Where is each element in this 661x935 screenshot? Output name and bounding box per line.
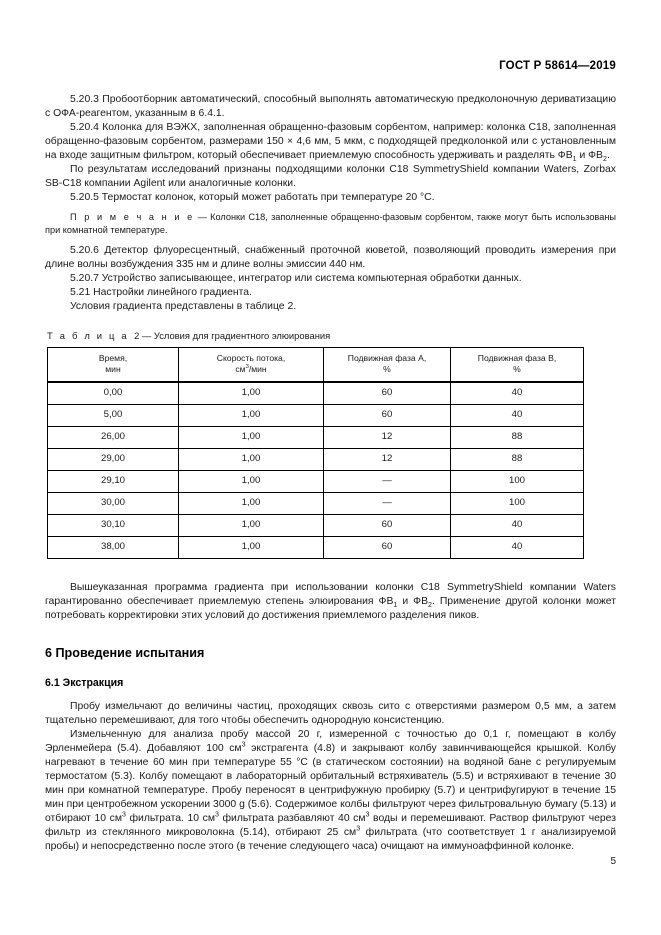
column-header-phase-a-line1: Подвижная фаза А, [347,352,427,363]
column-header-phase-b-line1: Подвижная фаза В, [477,352,557,363]
cell-phase-a: — [324,492,451,514]
column-header-mobile-phase-a [324,347,451,382]
section-heading-6-1: 6.1 Экстракция [45,676,124,689]
cell-phase-a: 60 [324,382,451,405]
spacer [45,314,616,329]
cell-flow: 1,00 [179,514,324,536]
paragraph-5-20-3: 5.20.3 Пробоотборник автоматический, способный выполнять автоматическую предколоночную дериватизацию с ОФА-реагентом, указанным в 6.4.1. [45,94,616,119]
column-header-phase-b-line2: % [513,364,521,375]
paragraph-5-20-7: 5.20.7 Устройство записывающее, интегратор или система компьютерная обработки данных. [70,272,522,284]
cell-phase-b: 40 [451,404,584,426]
column-header-time-line2: мин [105,364,121,375]
table-row [48,470,584,492]
cell-flow: 1,00 [179,448,324,470]
section-heading-6: 6 Проведение испытания [45,645,205,660]
column-header-flow-rate [179,347,324,382]
cell-phase-a: 60 [324,536,451,558]
paragraph-5-20-5: 5.20.5 Термостат колонок, который может работать при температуре 20 °С. [70,192,435,203]
table-row [48,404,584,426]
subscript-fv1: 1 [393,601,398,609]
cell-phase-a: 60 [324,514,451,536]
table-header-row [48,347,584,382]
cell-phase-a: 12 [324,448,451,470]
table-row [48,514,584,536]
table-caption-text: — Условия для градиентного элюирования [141,329,331,341]
paragraph-extraction-procedure [45,728,616,854]
superscript-cube: 3 [122,811,126,819]
superscript-cube: 3 [241,741,246,749]
paragraph-recommended-columns: По результатам исследований признаны подходящими колонки C18 SymmetryShield компании Waters, Zorbax SB-C18 компании Agilent или аналогичные колонки. [45,164,616,189]
extraction-part-c: фильтрата. 10 см [125,812,215,824]
note-columns-c18 [45,211,616,238]
extraction-part-a: Измельченную для анализа пробу массой 20 г, измеренной с точностью до 0,1 г, помещают в колбу Эрленмейера (5.4). Добавляют 100 см [45,728,616,754]
page-header [45,60,616,72]
cell-phase-a: — [324,470,451,492]
paragraph-after-table-part3: . Применение другой колонки может потребовать корректировки этих условий до достижения приемлемого разделения пиков. [45,595,616,621]
superscript-cube: 3 [214,811,219,819]
table-caption-number: 2 [134,329,140,341]
paragraph-5-20-4-text: 5.20.4 Колонка для ВЭЖХ, заполненная обращенно-фазовым сорбентом, например: колонка С18, заполненная обращенно-фазовым сорбентом, размерами 150 × 4,6 мм, 5 мкм, с подходящей предколонкой или с установленным на входе защитным фильтром, который обеспечивает приемлемую способность удерживать и разделять ФВ [45,122,616,161]
note-body: — Колонки C18, заполненные обращенно-фазовым сорбентом, также могут быть использованы при комнатной температуре. [45,212,616,236]
column-header-flow-unit-suffix: /мин [248,364,267,375]
cell-phase-b: 100 [451,492,584,514]
subscript-fv2: 2 [603,156,607,164]
cell-phase-b: 40 [451,382,584,405]
cell-flow: 1,00 [179,426,324,448]
page-content [45,93,616,854]
cell-flow: 1,00 [179,492,324,514]
spacer [45,661,616,676]
column-header-flow-line1: Скорость потока, [216,352,286,363]
table-caption [47,329,616,342]
paragraph-gradient-reference: Условия градиента представлены в таблице 2. [70,300,297,312]
cell-time: 26,00 [48,426,179,448]
extraction-part-b: экстрагента (4.8) и закрывают колбу завинчивающейся крышкой. Колбу нагревают в течение 60 мин при температуре 55 °С (в статическом состоянии) на водяной бане с регулируемым термостатом (5.3). Колбу помещают в лабораторный орбитальный встряхиватель (5.5) и встряхивают в течение 30 мин при комнатной температуре. Пробу переносят в центрифужную пробирку (5.7) и центрифугируют в течение 15 мин при центробежном ускорении 3000 g (5.6). Содержимое колбы фильтруют через фильтровальную бумагу (5.13) и отбирают 10 см [45,742,616,824]
cell-phase-a: 12 [324,426,451,448]
paragraph-5-20-4-end: . [606,150,610,161]
subscript-fv1: 1 [572,156,577,164]
table-body [48,382,584,559]
table-row [48,382,584,405]
superscript-cube: 3 [245,364,249,371]
column-header-phase-a-line2: % [383,364,391,375]
gradient-conditions-table [47,347,584,559]
spacer [45,623,616,645]
paragraph-after-table-part2: и ФВ [397,595,428,607]
paragraph-5-21: 5.21 Настройки линейного градиента. [70,286,252,298]
column-header-flow-unit: см [235,364,246,375]
table-row [48,426,584,448]
cell-phase-b: 40 [451,536,584,558]
cell-time: 0,00 [48,382,179,405]
cell-flow: 1,00 [179,536,324,558]
column-header-time-line1: Время, [98,352,128,363]
extraction-part-d: фильтрата разбавляют 40 см [218,812,366,824]
standard-designation: ГОСТ Р 58614—2019 [499,60,616,72]
column-header-mobile-phase-b [451,347,584,382]
cell-time: 29,10 [48,470,179,492]
cell-phase-b: 88 [451,448,584,470]
paragraph-after-table-part1: Вышеуказанная программа градиента при использовании колонки C18 SymmetryShield компании Waters гарантированно обеспечивает приемлемую степень элюирования ФВ [45,581,616,607]
cell-phase-b: 88 [451,426,584,448]
spacer [45,690,616,700]
cell-flow: 1,00 [179,382,324,405]
cell-phase-b: 40 [451,514,584,536]
spacer [45,559,616,581]
subscript-fv2: 2 [428,601,432,609]
cell-flow: 1,00 [179,470,324,492]
cell-time: 29,00 [48,448,179,470]
note-label: П р и м е ч а н и е [70,212,195,222]
cell-time: 30,00 [48,492,179,514]
column-header-time [48,347,179,382]
cell-time: 5,00 [48,404,179,426]
superscript-cube: 3 [365,811,370,819]
extraction-part-e: воды и перемешивают. Раствор фильтруют через фильтр из стеклянного микроволокна (5.14), отбирают 25 см [45,812,616,838]
paragraph-5-20-6: 5.20.6 Детектор флуоресцентный, снабженный проточной кюветой, позволяющий проводить измерения при длине волны возбуждения 335 нм и длине волны эмиссии 440 нм. [45,244,616,270]
cell-time: 30,10 [48,514,179,536]
paragraph-6-1-intro: Пробу измельчают до величины частиц, проходящих сквозь сито с отверстиями размером 0,5 мм, а затем тщательно перемешивают, для того чтобы обеспечить однородную консистенцию. [45,700,616,726]
cell-flow: 1,00 [179,404,324,426]
paragraph-5-20-4 [45,121,616,163]
table-row [48,536,584,558]
table-row [48,448,584,470]
paragraph-5-20-4-tail: и ФВ [576,150,603,161]
cell-phase-b: 100 [451,470,584,492]
superscript-cube: 3 [356,825,361,833]
cell-time: 38,00 [48,536,179,558]
table-caption-label: Т а б л и ц а [47,329,129,341]
page-number: 5 [610,856,616,867]
paragraph-after-table [45,581,616,623]
table-row [48,492,584,514]
cell-phase-a: 60 [324,404,451,426]
extraction-part-f: фильтрата (что соответствует 1 г анализируемой пробы) и непосредственно после этого (в течение следующего часа) очищают на иммуноаффинной колонке. [45,826,616,852]
